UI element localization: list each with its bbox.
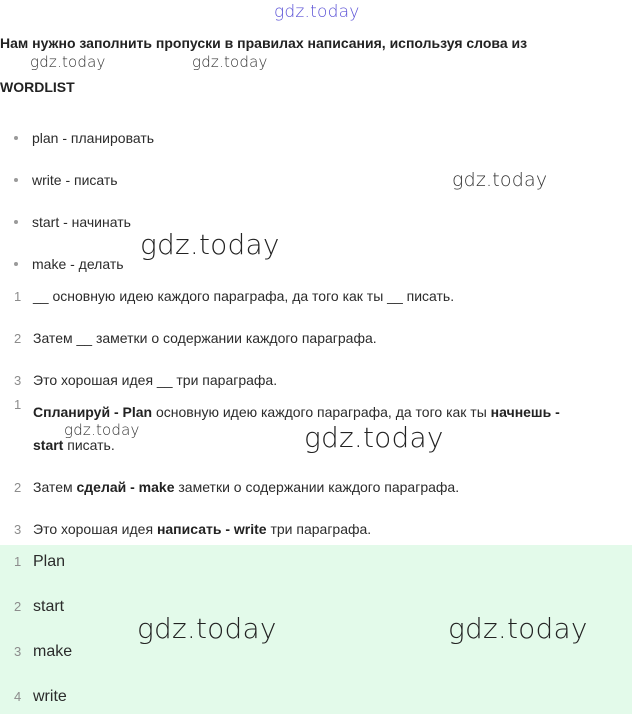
answer-item: 1 Plan [14, 553, 66, 570]
solution-item: 3 Это хорошая идея написать - write три параграфа. [14, 521, 372, 537]
answer-item: 3 make [14, 643, 73, 660]
watermark: gdz.today [64, 421, 140, 439]
watermark: gdz.today [452, 169, 548, 191]
solution-item: 1 Спланируй - Plan основную идею каждого параграфа, да того как ты начнешь - start писать. [14, 397, 560, 453]
watermark-top: gdz.today [274, 2, 360, 22]
bullet-icon [14, 262, 18, 266]
exercise-item: 2 Затем __ заметки о содержании каждого параграфа. [14, 330, 377, 346]
exercise-item: 3 Это хорошая идея __ три параграфа. [14, 372, 278, 388]
answer-item: 2 start [14, 598, 65, 615]
watermark: gdz.today [30, 53, 106, 71]
bullet-icon [14, 220, 18, 224]
bullet-icon [14, 136, 18, 140]
watermark: gdz.today [192, 53, 268, 71]
wordlist-item: make - делать [14, 256, 124, 272]
bullet-icon [14, 178, 18, 182]
wordlist-item: plan - планировать [14, 130, 154, 146]
watermark: gdz.today [140, 228, 280, 261]
watermark: gdz.today [448, 612, 588, 645]
watermark: gdz.today [304, 421, 444, 454]
solution-item: 2 Затем сделай - make заметки о содержании каждого параграфа. [14, 479, 460, 495]
exercise-item: 1 __ основную идею каждого параграфа, да того как ты __ писать. [14, 288, 455, 304]
answer-item: 4 write [14, 688, 67, 705]
wordlist-item: write - писать [14, 172, 118, 188]
wordlist-heading: WORDLIST [0, 79, 75, 95]
task-text: Нам нужно заполнить пропуски в правилах написания, используя слова из [0, 35, 528, 51]
watermark: gdz.today [137, 612, 277, 645]
wordlist-item: start - начинать [14, 214, 131, 230]
